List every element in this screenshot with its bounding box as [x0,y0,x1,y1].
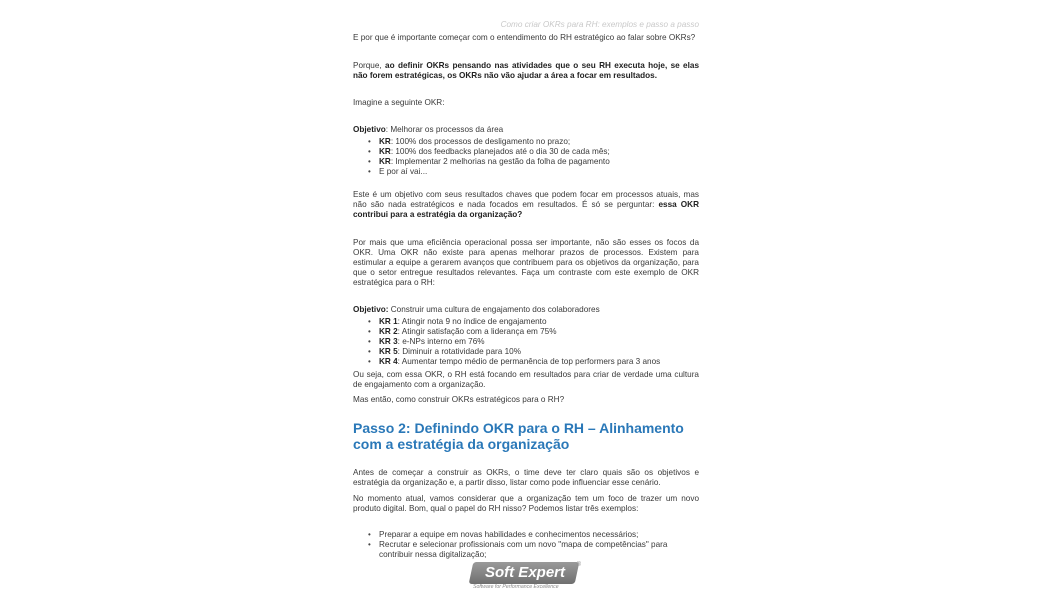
list-item: • Recrutar e selecionar profissionais com um novo "mapa de competências" para contribuir nessa digitalização; [379,540,699,560]
list-item: • KR 4: Aumentar tempo médio de permanência de top performers para 3 anos [379,357,699,367]
running-header: Como criar OKRs para RH: exemplos e passo a passo [500,20,699,29]
list-item: • KR: Implementar 2 melhorias na gestão da folha de pagamento [379,157,699,167]
paragraph-intro: E por que é importante começar com o entendimento do RH estratégico ao falar sobre OKRs? [353,33,696,42]
list-item: • KR: 100% dos feedbacks planejados até o dia 30 de cada mês; [379,147,699,157]
paragraph-efficiency: Por mais que uma eficiência operacional possa ser importante, não são esses os focos da OKR. Uma OKR não existe para apenas melhorar prazos de processos. Existem para estimular a equipe a gerarem avanços que contribuem para os objetivos da organização, para que o setor entregue resultados relevantes. Faça um contraste com este exemplo de OKR estratégica para o RH: [353,238,699,287]
list-item: • KR 1: Atingir nota 9 no índice de engajamento [379,317,699,327]
examples-list [353,530,699,560]
objective-1: Objetivo: Melhorar os processos da área [353,125,504,134]
section-heading: Passo 2: Definindo OKR para o RH – Alinhamento com a estratégia da organização [353,420,684,452]
list-item: • KR 5: Diminuir a rotatividade para 10% [379,347,699,357]
paragraph-imagine: Imagine a seguinte OKR: [353,98,445,107]
paragraph-analysis: Este é um objetivo com seus resultados chaves que podem focar em processos atuais, mas não são nada estratégicos e nada focados em resultados. É só se perguntar: essa OKR contribui para a estratégia da organização? [353,190,699,219]
list-item: • KR 2: Atingir satisfação com a liderança em 75% [379,327,699,337]
paragraph-question: Mas então, como construir OKRs estratégicos para o RH? [353,395,565,404]
list-item: • E por aí vai... [379,167,699,177]
paragraph-current: No momento atual, vamos considerar que a organização tem um foco de trazer um novo produto digital. Bom, qual o papel do RH nisso? Podemos listar três exemplos: [353,494,699,513]
paragraph-why: Porque, ao definir OKRs pensando nas atividades que o seu RH executa hoje, se elas não forem estratégicas, os OKRs não vão ajudar a área a focar em resultados. [353,61,699,80]
kr-list-2 [353,317,699,367]
list-item: • KR: 100% dos processos de desligamento no prazo; [379,137,699,147]
list-item: • Preparar a equipe em novas habilidades e conhecimentos necessários; [379,530,699,540]
kr-list-1 [353,137,699,177]
objective-2: Objetivo: Construir uma cultura de engajamento dos colaboradores [353,305,600,314]
paragraph-summary: Ou seja, com essa OKR, o RH está focando em resultados para criar de verdade uma cultura de engajamento com a organização. [353,370,699,389]
document-page [353,18,699,560]
logo-wordmark: Soft Expert [484,564,565,581]
list-item: • KR 3: e-NPs interno em 76% [379,337,699,347]
registered-mark: ® [576,562,581,568]
logo-tagline: Software for Performance Excellence [473,584,559,590]
paragraph-before: Antes de começar a construir as OKRs, o time deve ter claro quais são os objetivos e estratégia da organização e, a partir disso, listar como pode influenciar esse cenário. [353,468,699,487]
softexpert-logo [471,562,581,594]
